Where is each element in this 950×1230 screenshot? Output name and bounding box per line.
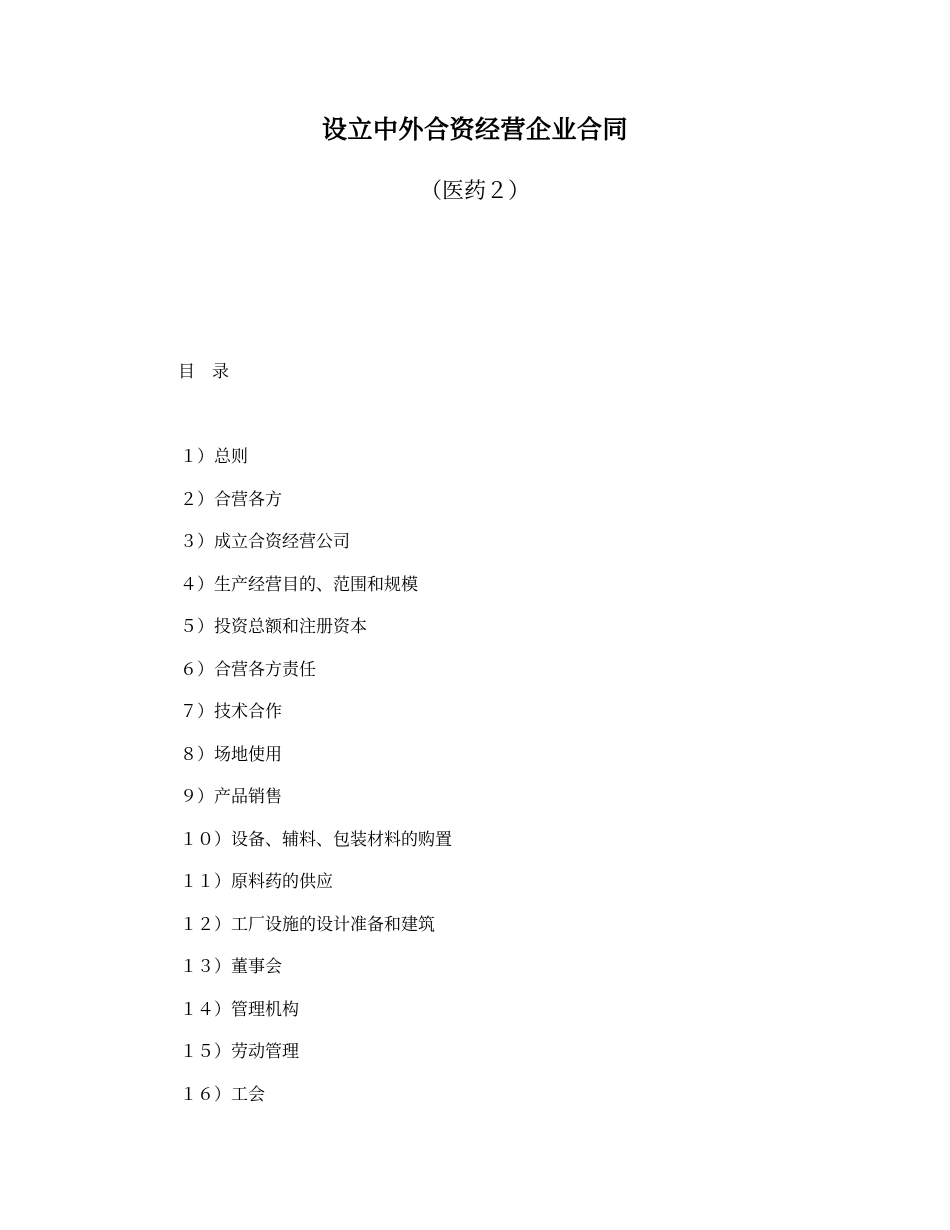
toc-item: １１）原料药的供应 — [180, 872, 333, 892]
toc-item: ５）投资总额和注册资本 — [180, 617, 367, 637]
toc-item: １３）董事会 — [180, 957, 282, 977]
toc-item: ４）生产经营目的、范围和规模 — [180, 574, 418, 595]
toc-item: １）总则 — [180, 447, 248, 467]
document-subtitle: （医药２） — [419, 179, 530, 204]
toc-item: １５）劳动管理 — [180, 1042, 299, 1062]
toc-item: １４）管理机构 — [180, 999, 299, 1020]
toc-item: １０）设备、辅料、包装材料的购置 — [180, 829, 452, 850]
document-title: 设立中外合资经营企业合同 — [321, 115, 628, 144]
toc-item: ９）产品销售 — [180, 787, 282, 807]
table-of-contents — [180, 445, 452, 1125]
toc-item: ２）合营各方 — [180, 489, 282, 510]
toc-item: １２）工厂设施的设计准备和建筑 — [180, 914, 435, 935]
toc-item: １６）工会 — [180, 1084, 265, 1105]
toc-item: ８）场地使用 — [180, 744, 282, 765]
toc-item: ３）成立合资经营公司 — [180, 532, 350, 552]
toc-item: ７）技术合作 — [180, 702, 282, 722]
toc-heading: 目 录 — [178, 362, 229, 382]
toc-item: ６）合营各方责任 — [180, 659, 316, 680]
